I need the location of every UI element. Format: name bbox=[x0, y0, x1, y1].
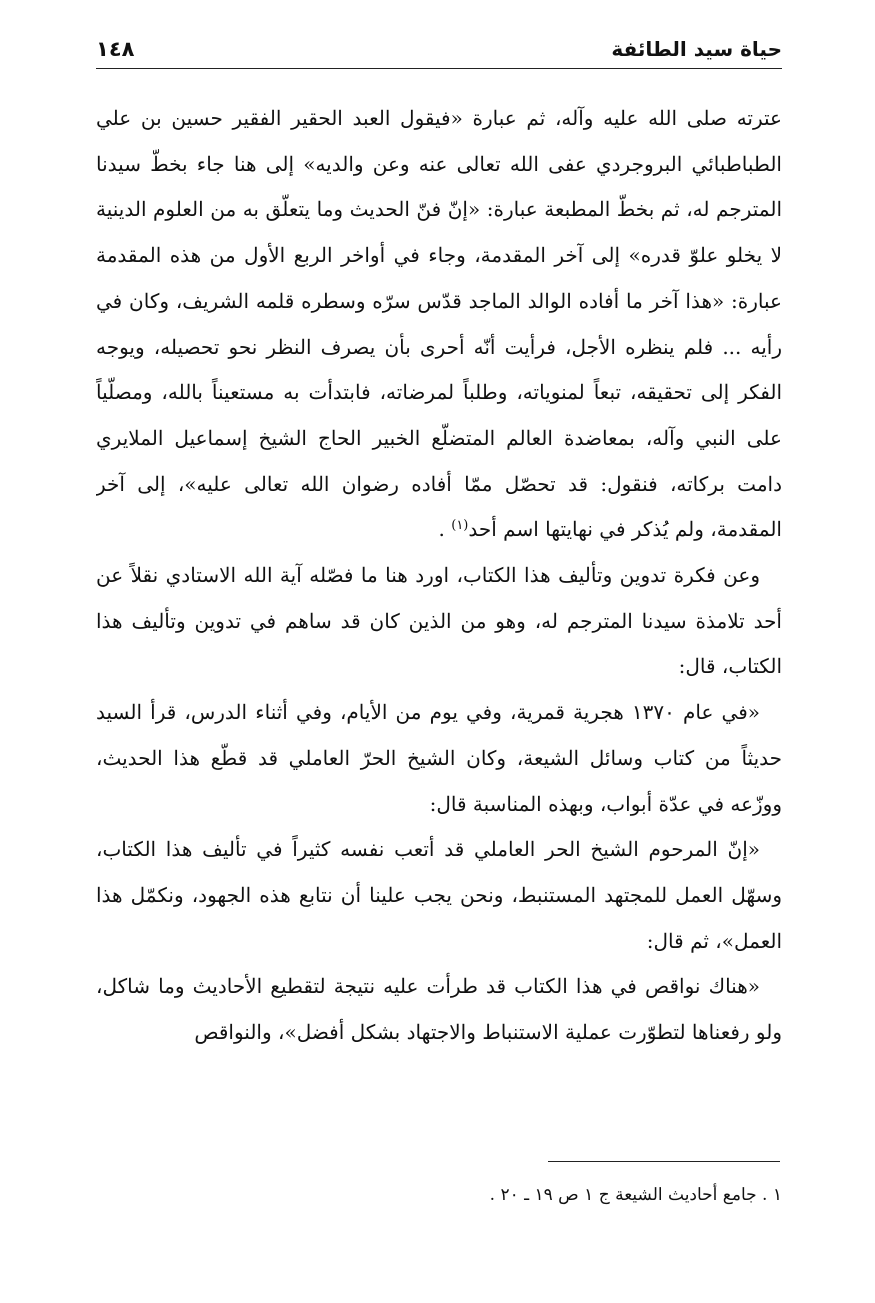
header-rule bbox=[96, 68, 782, 69]
footnote-separator bbox=[548, 1161, 780, 1162]
page-number: ١٤٨ bbox=[96, 37, 135, 61]
running-title: حياة سيد الطائفة bbox=[611, 37, 782, 61]
paragraph: «هناك نواقص في هذا الكتاب قد طرأت عليه نتيجة لتقطيع الأحاديث وما شاكل، ولو رفعناها لتطوّرت عملية الاستنباط والاجتهاد بشكل أفضل»، والنواقص bbox=[96, 974, 782, 1045]
paragraph: وعن فكرة تدوين وتأليف هذا الكتاب، اورد هنا ما فصّله آية الله الاستادي نقلاً عن أحد تلامذة سيدنا المترجم له، وهو من الذين كان قد ساهم في تدوين وتأليف هذا الكتاب، قال: bbox=[96, 563, 782, 679]
paragraph: «إنّ المرحوم الشيخ الحر العاملي قد أتعب نفسه كثيراً في تأليف هذا الكتاب، وسهّل العمل للمجتهد المستنبط، ونحن يجب علينا أن نتابع هذه الجهود، ونكمّل هذا العمل»، ثم قال: bbox=[96, 837, 782, 953]
page-header bbox=[96, 32, 782, 66]
paragraph: «في عام ١٣٧٠ هجرية قمرية، وفي يوم من الأيام، وفي أثناء الدرس، قرأ السيد حديثاً من كتاب وسائل الشيعة، وكان الشيخ الحرّ العاملي قد قطّع هذا الحديث، ووزّعه في عدّة أبواب، وبهذه المناسبة قال: bbox=[96, 700, 782, 816]
main-text bbox=[96, 96, 782, 1096]
footnote-reference[interactable]: (١) bbox=[451, 518, 469, 534]
footnote: ١ . جامع أحاديث الشيعة ج ١ ص ١٩ ـ ٢٠ . bbox=[489, 1185, 782, 1205]
paragraph: عترته صلى الله عليه وآله، ثم عبارة «فيقول العبد الحقير الفقير حسين بن علي الطباطبائي البروجردي عفى الله تعالى عنه وعن والديه» إلى هنا جاء بخطّ سيدنا المترجم له، ثم بخطّ المطبعة عبارة: «إنّ فنّ الحديث وما يتعلّق به من العلوم الدينية لا يخلو علوّ قدره» إلى آخر المقدمة، وجاء في أواخر الربع الأول من هذه المقدمة عبارة: «هذا آخر ما أفاده الوالد الماجد قدّس سرّه وسطره قلمه الشريف، وكان في رأيه ... فلم ينظره الأجل، فرأيت أنّه أحرى بأن يصرف النظر نحو تحصيله، ويوجه الفكر إلى تحقيقه، تبعاً لمنوياته، وطلباً لمرضاته، فابتدأت به مستعيناً بالله، ومصلّياً على النبي وآله، بمعاضدة العالم المتضلّع الخبير الحاج الشيخ إسماعيل الملايري دامت بركاته، فنقول: قد تحصّل ممّا أفاده رضوان الله تعالى عليه»، إلى آخر المقدمة، ولم يُذكر في نهايتها اسم أحد$^{(١)}$ . bbox=[96, 106, 782, 542]
